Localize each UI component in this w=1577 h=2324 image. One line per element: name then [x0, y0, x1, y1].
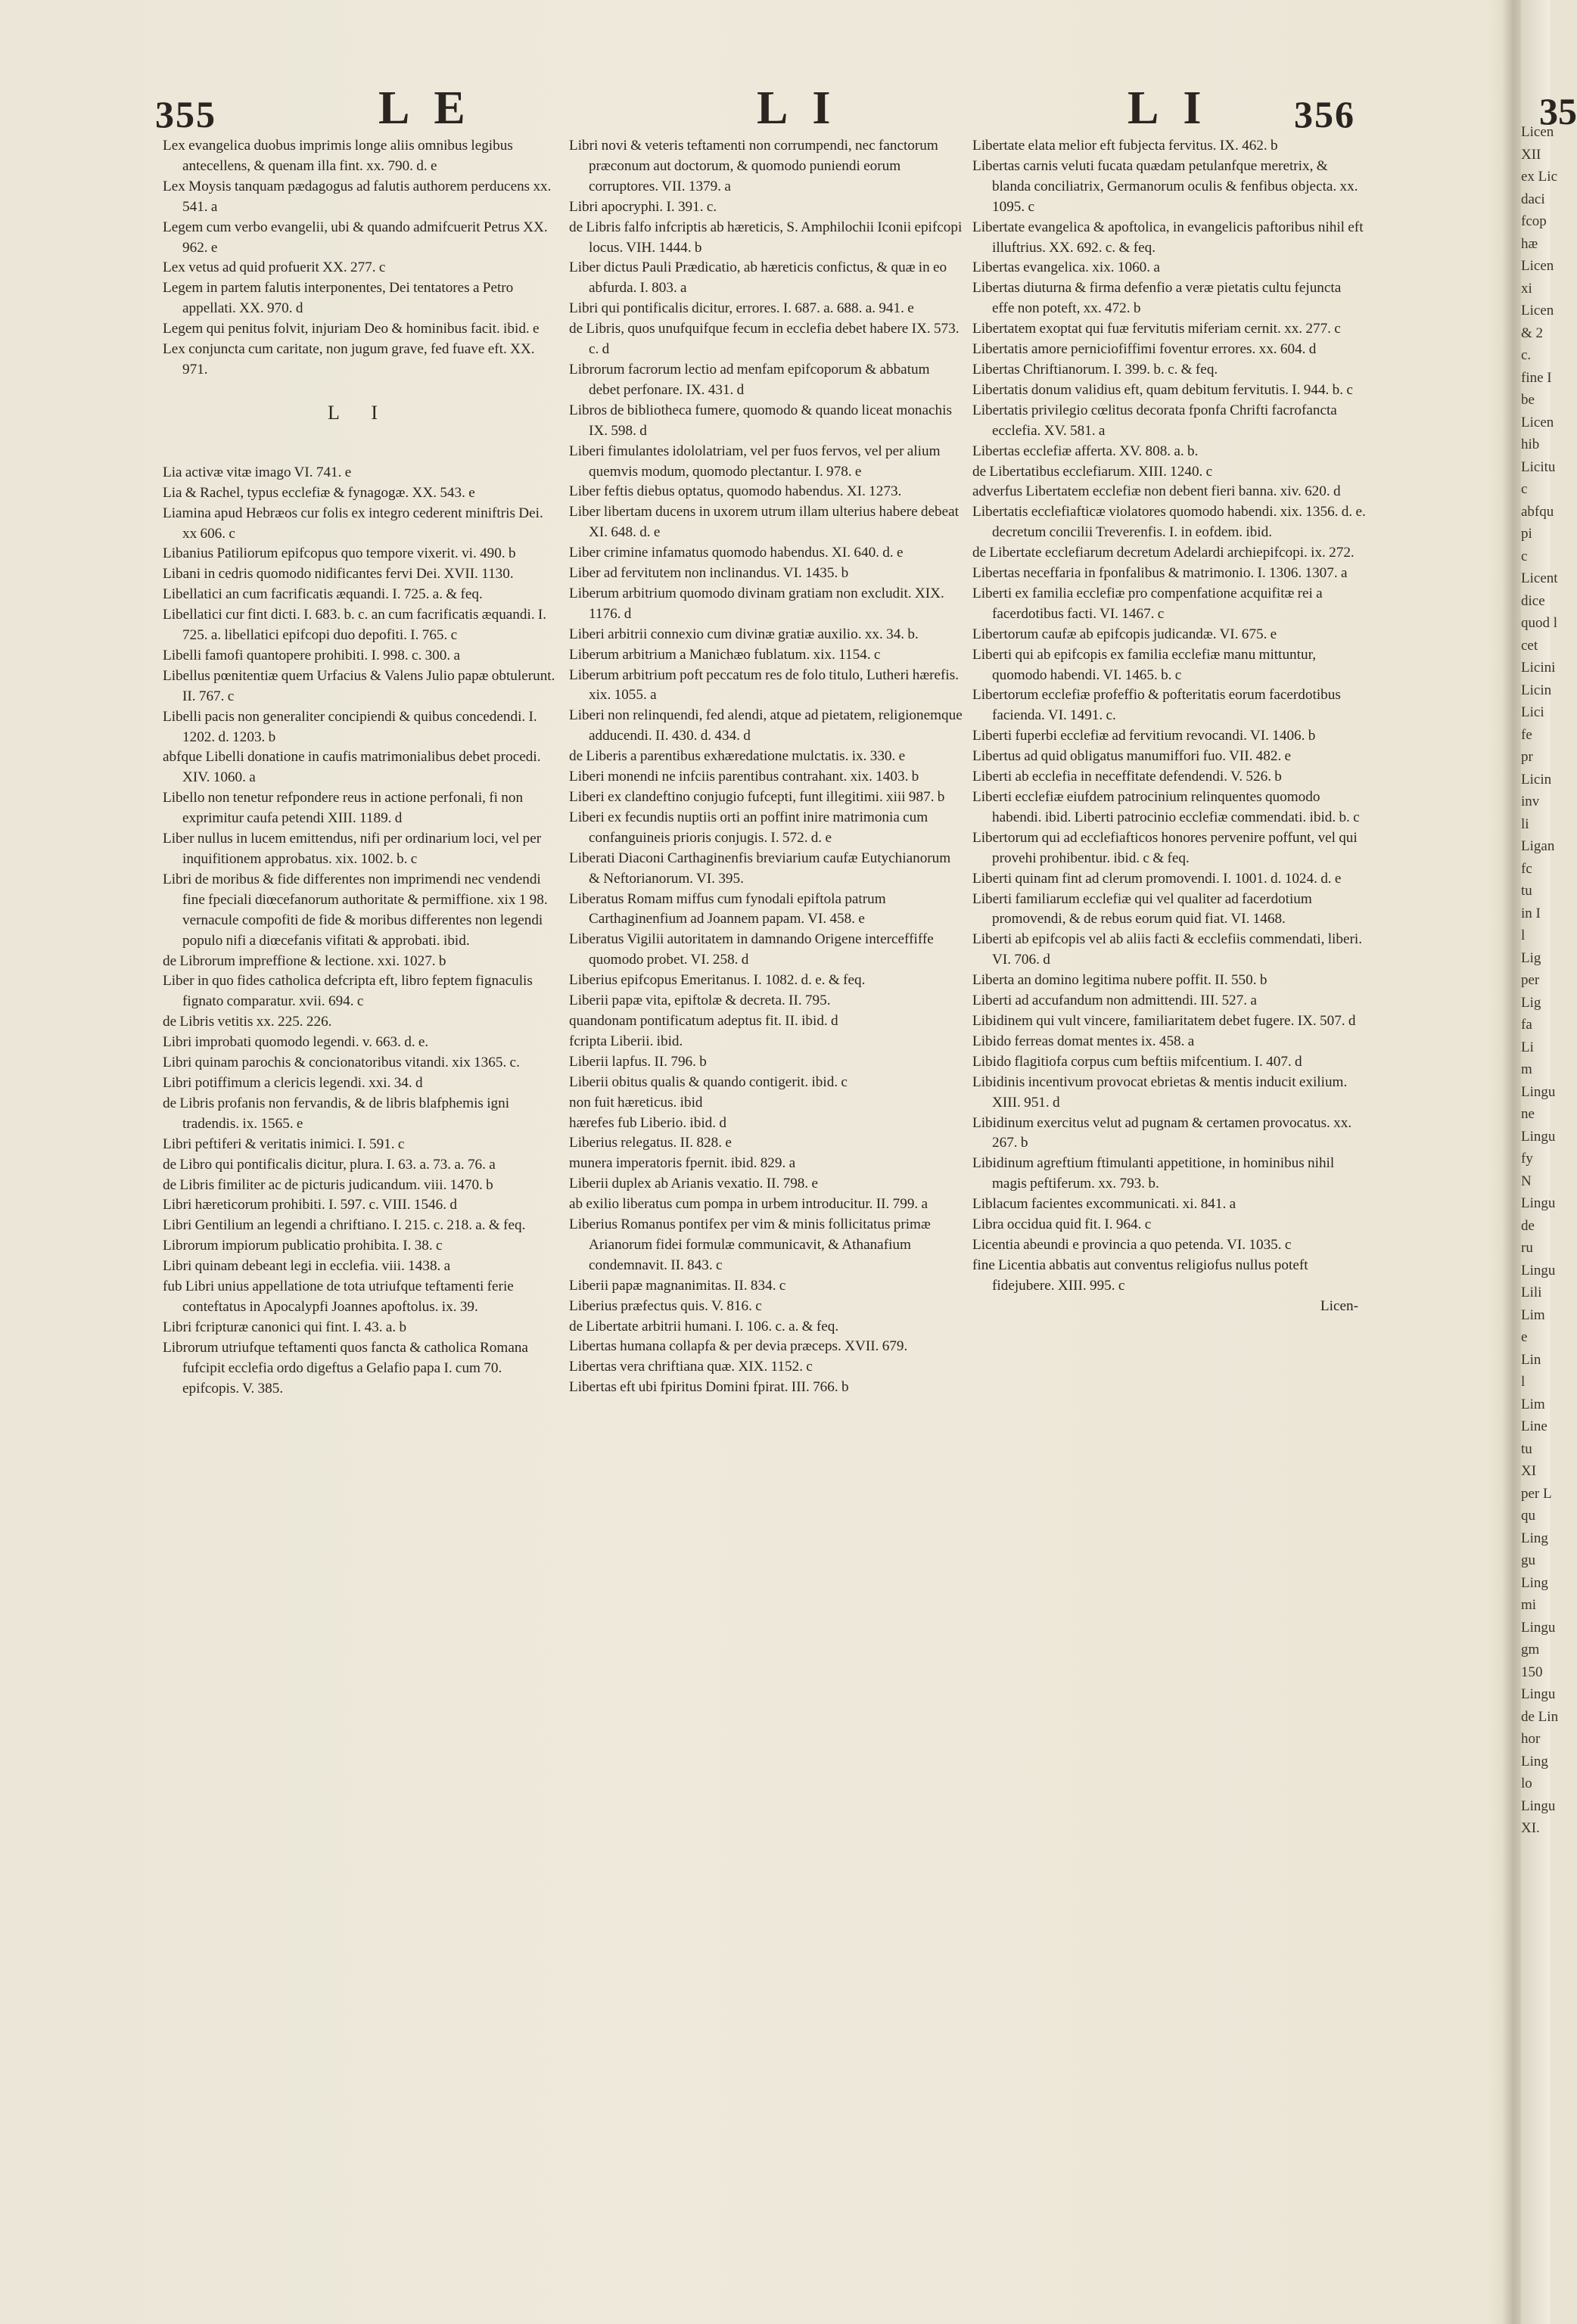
index-entry: Lex conjuncta cum caritate, non jugum grave, fed fuave eft. XX. 971.: [163, 341, 535, 377]
edge-fragment: Lingu: [1521, 1262, 1556, 1279]
page-gutter: [1502, 0, 1521, 2324]
edge-fragment: hor: [1521, 1731, 1541, 1747]
index-entry: Liberii lapfus. II. 796. b: [569, 1053, 707, 1070]
index-entry: Libertate evangelica & apoftolica, in evangelicis paftoribus nihil eft illuftrius. XX. 692. c. & feq.: [972, 219, 1364, 256]
index-entry: Libellus pœnitentiæ quem Urfacius & Valens Julio papæ obtulerunt. II. 767. c: [163, 667, 555, 704]
edge-fragment: daci: [1521, 191, 1545, 207]
index-entry: Liamina apud Hebræos cur folis ex integro cederent miniftris Dei. xx 606. c: [163, 505, 543, 542]
index-entry: de Libris, quos unufquifque fecum in ecclefia debet habere IX. 573. c. d: [569, 321, 960, 358]
index-column-3: [972, 136, 1366, 1317]
edge-fragment: ne: [1521, 1106, 1535, 1122]
edge-fragment: c: [1521, 481, 1528, 497]
index-entry: Legem in partem falutis interponentes, Dei tentatores a Petro appellati. XX. 970. d: [163, 280, 514, 317]
index-entry: de Libris profanis non fervandis, & de libris blafphemis igni tradendis. ix. 1565. e: [163, 1095, 510, 1132]
edge-fragment: tu: [1521, 1440, 1532, 1457]
index-entry: Liberius Romanus pontifex per vim & minis follicitatus primæ Arianorum fidei formulæ communicavit, & Athanafium condemnavit. II. 843. c: [569, 1216, 931, 1273]
index-entry: Liberii duplex ab Arianis vexatio. II. 798. e: [569, 1176, 818, 1192]
edge-fragment: in I: [1521, 905, 1541, 921]
index-entry: Libertatis ecclefiafticæ violatores quomodo habendi. xix. 1356. d. e. decretum concilii Treverenfis. I. in eofdem. ibid.: [972, 504, 1366, 541]
index-entry: Libri novi & veteris teftamenti non corrumpendi, nec fanctorum præconum aut doctorum, & quomodo puniendi eorum corruptores. VII. 1379. a: [569, 138, 938, 194]
index-entry: ab exilio liberatus cum pompa in urbem introducitur. II. 799. a: [569, 1196, 928, 1213]
edge-fragment: XI.: [1521, 1820, 1540, 1836]
index-entry: Liberum arbitrium quomodo divinam gratiam non excludit. XIX. 1176. d: [569, 585, 944, 622]
index-entry: Libertatis donum validius eft, quam debitum fervitutis. I. 944. b. c: [972, 381, 1353, 398]
index-column-2: [569, 136, 963, 1398]
index-entry: Liber feftis diebus optatus, quomodo habendus. XI. 1273.: [569, 483, 902, 500]
index-entry: Libertas diuturna & firma defenfio a veræ pietatis cultu fejuncta effe non poteft, xx. 472. b: [972, 280, 1342, 317]
edge-fragment: hib: [1521, 437, 1540, 452]
edge-fragment: XII: [1521, 146, 1541, 163]
edge-fragment: Licen: [1521, 414, 1554, 430]
edge-fragment: Ling: [1521, 1530, 1548, 1546]
page-number-left: 355: [155, 93, 216, 135]
index-entry: Legem cum verbo evangelii, ubi & quando admifcuerit Petrus XX. 962. e: [163, 219, 548, 256]
index-entry: Libri peftiferi & veritatis inimici. I. 591. c: [163, 1136, 405, 1152]
edge-fragment: lo: [1521, 1776, 1532, 1791]
index-entry: Liber libertam ducens in uxorem utrum illam ulterius habere debeat XI. 648. d. e: [569, 504, 959, 541]
index-entry: Liberta an domino legitima nubere poffit. II. 550. b: [972, 972, 1268, 989]
index-entry: Libri improbati quomodo legendi. v. 663. d. e.: [163, 1034, 429, 1051]
edge-fragment: Lin: [1521, 1351, 1541, 1368]
edge-fragment: de Lin: [1521, 1708, 1559, 1725]
index-entry: Libertus ad quid obligatus manumiffori fuo. VII. 482. e: [972, 748, 1292, 765]
index-entry: munera imperatoris fpernit. ibid. 829. a: [569, 1155, 796, 1172]
index-entry: Libellatici an cum facrificatis æquandi. I. 725. a. & feq.: [163, 586, 483, 603]
index-entry: Libri quinam parochis & concionatoribus vitandi. xix 1365. c.: [163, 1055, 520, 1071]
index-entry: Librorum facrorum lectio ad menfam epifcoporum & abbatum debet perfonare. IX. 431. d: [569, 361, 930, 398]
edge-fragment: fa: [1521, 1017, 1532, 1033]
index-entry: Libidinum exercitus velut ad pugnam & certamen provocatus. xx. 267. b: [972, 1114, 1352, 1151]
edge-fragment: Ling: [1521, 1574, 1548, 1591]
index-entry: Libidinis incentivum provocat ebrietas & mentis inducit exilium. XIII. 951. d: [972, 1073, 1348, 1111]
edge-fragment: ru: [1521, 1240, 1533, 1256]
index-entry: Licentia abeundi e provincia a quo petenda. VI. 1035. c: [972, 1236, 1292, 1253]
running-head-3: L I: [1128, 82, 1209, 134]
index-entry: adverfus Libertatem ecclefiæ non debent fieri banna. xiv. 620. d: [972, 483, 1341, 500]
index-entry: Liberatus Romam miffus cum fynodali epiftola patrum Carthaginenfium ad Joannem papam. VI. 458. e: [569, 890, 886, 927]
index-entry: Liberum arbitrium poft peccatum res de folo titulo, Lutheri hærefis. xix. 1055. a: [569, 666, 960, 704]
edge-fragment: XI: [1521, 1463, 1537, 1479]
index-entry: Liberii obitus qualis & quando contigerit. ibid. c: [569, 1073, 848, 1090]
edge-fragment: l: [1521, 1374, 1526, 1390]
edge-fragment: fine I: [1521, 369, 1552, 386]
index-entry: Liberti ab ecclefia in neceffitate defendendi. V. 526. b: [972, 769, 1282, 785]
edge-fragment: gu: [1521, 1552, 1535, 1568]
edge-fragment: Lingu: [1521, 1797, 1556, 1814]
index-entry: Liber nullus in lucem emittendus, nifi per ordinarium loci, vel per inquifitionem approbatus. xix. 1002. b. c: [163, 831, 542, 867]
index-entry: Libelli pacis non generaliter concipiendi & quibus concedendi. I. 1202. d. 1203. b: [163, 708, 537, 745]
index-entry: Liberti ab epifcopis vel ab aliis facti & ecclefiis commendati, liberi. VI. 706. d: [972, 931, 1363, 968]
index-entry: Libertas neceffaria in fponfalibus & matrimonio. I. 1306. 1307. a: [972, 565, 1348, 582]
index-entry: de Libris vetitis xx. 225. 226.: [163, 1014, 332, 1030]
index-entry: Libri fcripturæ canonici qui fint. I. 43. a. b: [163, 1319, 407, 1335]
index-entry: Libanius Patiliorum epifcopus quo tempore vixerit. vi. 490. b: [163, 545, 516, 562]
index-entry: Liberti familiarum ecclefiæ qui vel qualiter ad facerdotium promovendi, & de rebus eorum quid fiat. VI. 1468.: [972, 890, 1312, 927]
index-entry: Liberti ex familia ecclefiæ pro compenfatione acquifitæ rei a facerdotibus facti. VI. 1467. c: [972, 585, 1323, 622]
index-entry: hærefes fub Liberio. ibid. d: [569, 1114, 726, 1131]
index-entry: Liberti qui ab epifcopis ex familia ecclefiæ manu mittuntur, quomodo habendi. VI. 1465. b. c: [972, 646, 1316, 683]
index-entry: Liberi non relinquendi, fed alendi, atque ad pietatem, religionemque adducendi. II. 430. d. 434. d: [569, 707, 963, 744]
index-entry: Liber crimine infamatus quomodo habendus. XI. 640. d. e: [569, 545, 904, 561]
index-entry: abfque Libelli donatione in caufis matrimonialibus debet procedi. XIV. 1060. a: [163, 749, 541, 786]
index-entry: Liberi fimulantes idololatriam, vel per fuos fervos, vel per alium quemvis modum, quomodo plectantur. I. 978. e: [569, 443, 941, 480]
edge-fragment: c: [1521, 548, 1528, 564]
index-entry: Liberti ad accufandum non admittendi. III. 527. a: [972, 993, 1257, 1009]
index-column-1: [163, 136, 556, 1399]
edge-fragment: Licen: [1521, 258, 1554, 274]
index-entry: de Libris falfo infcriptis ab hæreticis, S. Amphilochii Iconii epifcopi locus. VIH. 1444. b: [569, 219, 963, 256]
index-entry: Libri hæreticorum prohibiti. I. 597. c. VIII. 1546. d: [163, 1197, 457, 1213]
index-entry: Liberatus Vigilii autoritatem in damnando Origene interceffiffe quomodo probet. VI. 258. d: [569, 931, 934, 968]
index-entry: Libello non tenetur refpondere reus in actione perfonali, fi non exprimitur caufa petendi XIII. 1189. d: [163, 790, 524, 827]
edge-fragment: Lig: [1521, 949, 1541, 966]
edge-fragment: fc: [1521, 860, 1532, 877]
index-entry: Liberti ecclefiæ eiufdem patrocinium relinquentes quomodo habendi. ibid. Liberti patrocinio ecclefiæ commendati. ibid. b. c: [972, 789, 1360, 825]
edge-fragment: per: [1521, 972, 1540, 988]
index-entry: de Libertate ecclefiarum decretum Adelardi archiepifcopi. ix. 272.: [972, 545, 1355, 561]
edge-fragment: Lingu: [1521, 1128, 1556, 1145]
running-head-2: L I: [757, 82, 838, 134]
edge-fragment: mi: [1521, 1597, 1537, 1613]
index-entry: non fuit hæreticus. ibid: [569, 1094, 703, 1111]
index-entry: Liberii papæ magnanimitas. II. 834. c: [569, 1277, 786, 1294]
edge-fragment: fcop: [1521, 213, 1547, 229]
index-entry: de Libertatibus ecclefiarum. XIII. 1240. c: [972, 463, 1213, 480]
edge-fragment: c.: [1521, 347, 1532, 363]
edge-fragment: Lili: [1521, 1285, 1542, 1300]
edge-fragment: Licin: [1521, 682, 1552, 698]
edge-fragment: e: [1521, 1329, 1528, 1345]
edge-fragment: Lig: [1521, 994, 1541, 1011]
index-entry: Libertas Chriftianorum. I. 399. b. c. & feq.: [972, 361, 1218, 377]
edge-fragment: de: [1521, 1217, 1535, 1234]
index-entry: Libri qui pontificalis dicitur, errores. I. 687. a. 688. a. 941. e: [569, 300, 914, 317]
index-entry: de Libertate arbitrii humani. I. 106. c. a. & feq.: [569, 1318, 839, 1334]
edge-fragment: 150: [1521, 1664, 1543, 1680]
edge-fragment: Ligan: [1521, 838, 1555, 854]
index-entry: de Libro qui pontificalis dicitur, plura. I. 63. a. 73. a. 76. a: [163, 1156, 496, 1173]
edge-fragment: tu: [1521, 883, 1532, 899]
index-entry: quandonam pontificatum adeptus fit. II. ibid. d: [569, 1012, 838, 1029]
index-entry: fine Licentia abbatis aut conventus religiofus nullus poteft fidejubere. XIII. 995. c: [972, 1257, 1308, 1294]
page-header: [0, 76, 1577, 136]
index-entry: Liberius epifcopus Emeritanus. I. 1082. d. e. & feq.: [569, 972, 866, 989]
edge-fragment: pr: [1521, 749, 1533, 765]
index-entry: Libertas evangelica. xix. 1060. a: [972, 259, 1160, 276]
index-entry: Libertatis privilegio cœlitus decorata fponfa Chrifti facrofancta ecclefia. XV. 581. a: [972, 402, 1337, 439]
edge-fragment: Licin: [1521, 771, 1552, 788]
edge-fragment: Licent: [1521, 570, 1558, 586]
edge-fragment: ex Lic: [1521, 169, 1558, 185]
index-entry: Liberati Diaconi Carthaginenfis breviarium caufæ Eutychianorum & Neftorianorum. VI. 395.: [569, 850, 951, 887]
index-entry: Librorum utriufque teftamenti quos fancta & catholica Romana fufcipit ecclefia ordo digeftus a Gelafio papa I. cum 70. epifcopis. V. 385.: [163, 1339, 528, 1397]
edge-fragment: fe: [1521, 726, 1532, 743]
index-entry: Libri quinam debeant legi in ecclefia. viii. 1438. a: [163, 1258, 451, 1275]
index-entry: Lex evangelica duobus imprimis longe aliis omnibus legibus antecellens, & quenam illa fint. xx. 790. d. e: [163, 138, 513, 174]
edge-fragment: abfqu: [1521, 503, 1554, 520]
edge-fragment: dice: [1521, 592, 1545, 609]
index-entry: Libani in cedris quomodo nidificantes fervi Dei. XVII. 1130.: [163, 566, 514, 583]
section-heading: L I: [327, 401, 392, 424]
edge-fragment: Licitu: [1521, 458, 1556, 475]
edge-fragment: N: [1521, 1173, 1532, 1189]
edge-fragment: Licen: [1521, 303, 1554, 318]
index-entry: Libertas carnis veluti fucata quædam petulanfque meretrix, & blanda conciliatrix, Germanorum oculis & fenfibus objecta. xx. 1095. c: [972, 157, 1358, 215]
edge-fragment: Lici: [1521, 704, 1544, 720]
index-entry: Libertas vera chriftiana quæ. XIX. 1152. c: [569, 1359, 813, 1375]
index-entry: Libertas humana collapfa & per devia præceps. XVII. 679.: [569, 1338, 908, 1355]
index-entry: Liberi arbitrii connexio cum divinæ gratiæ auxilio. xx. 34. b.: [569, 626, 919, 642]
index-entry: de Libris fimiliter ac de picturis judicandum. viii. 1470. b: [163, 1176, 493, 1193]
edge-fragment: be: [1521, 392, 1535, 408]
index-entry: Lex Moysis tanquam pædagogus ad falutis authorem perducens xx. 541. a: [163, 178, 552, 215]
next-page-number-edge: 35: [1539, 90, 1577, 132]
edge-fragment: hæ: [1521, 235, 1538, 252]
edge-fragment: Li: [1521, 1039, 1534, 1055]
index-entry: Libri Gentilium an legendi a chriftiano. I. 215. c. 218. a. & feq.: [163, 1217, 526, 1234]
edge-fragment: cet: [1521, 637, 1538, 654]
index-entry: Libri potiffimum a clericis legendi. xxi. 34. d: [163, 1074, 423, 1091]
index-entry: Lia activæ vitæ imago VI. 741. e: [163, 464, 352, 480]
edge-fragment: Ling: [1521, 1753, 1548, 1769]
index-entry: Lia & Rachel, typus ecclefiæ & fynagogæ. XX. 543. e: [163, 484, 475, 501]
edge-fragment: gm: [1521, 1642, 1540, 1658]
index-entry: Liberi monendi ne infciis parentibus contrahant. xix. 1403. b: [569, 769, 919, 785]
index-entry: Libri de moribus & fide differentes non imprimendi nec vendendi fine fpeciali diœcefanorum authoritate & permiffione. xix 1 98. vernacule compofiti de fide & moribus differentes non legendi populo nifi a diœcefanis vifitati & approbati. ibid.: [163, 871, 548, 949]
index-entry: Libertate elata melior eft fubjecta fervitus. IX. 462. b: [972, 138, 1278, 154]
index-entry: Libros de bibliotheca fumere, quomodo & quando liceat monachis IX. 598. d: [569, 402, 952, 439]
index-entry: Liberti fuperbi ecclefiæ ad fervitium revocandi. VI. 1406. b: [972, 728, 1316, 744]
edge-fragment: xi: [1521, 280, 1532, 297]
index-entry: Libertorum ecclefiæ profeffio & pofteritatis eorum facerdotibus facienda. VI. 1491. c.: [972, 687, 1341, 724]
page-number-right: 356: [1294, 93, 1355, 135]
edge-fragment: Lingu: [1521, 1619, 1556, 1636]
index-entry: Liblacum facientes excommunicati. xi. 841. a: [972, 1196, 1236, 1213]
index-entry: Libertorum qui ad ecclefiafticos honores pervenire poffunt, vel qui provehi prohibentur. ibid. c & feq.: [972, 829, 1358, 866]
edge-fragment: Lingu: [1521, 1195, 1556, 1211]
index-entry: Liber in quo fides catholica defcripta eft, libro feptem fignaculis fignato comparatur. xvii. 694. c: [163, 973, 533, 1010]
edge-fragment: per L: [1521, 1485, 1552, 1502]
index-entry: Liberi ex clandeftino conjugio fufcepti, funt illegitimi. xiii 987. b: [569, 789, 945, 805]
edge-fragment: li: [1521, 816, 1529, 832]
edge-fragment: Licini: [1521, 660, 1556, 676]
edge-fragment: Lim: [1521, 1306, 1545, 1323]
index-entry: Libido ferreas domat mentes ix. 458. a: [972, 1033, 1195, 1049]
edge-fragment: pi: [1521, 526, 1532, 542]
edge-fragment: fy: [1521, 1151, 1533, 1167]
index-entry: Liberius relegatus. II. 828. e: [569, 1135, 732, 1151]
index-entry: Libri apocryphi. I. 391. c.: [569, 198, 717, 215]
index-entry: Libra occidua quid fit. I. 964. c: [972, 1216, 1152, 1233]
edge-fragment: inv: [1521, 794, 1540, 809]
index-entry: Libertas eft ubi fpiritus Domini fpirat. III. 766. b: [569, 1379, 849, 1396]
edge-fragment: quod l: [1521, 615, 1558, 631]
index-entry: Libertorum caufæ ab epifcopis judicandæ. VI. 675. e: [972, 626, 1277, 642]
index-entry: fub Libri unius appellatione de tota utriufque teftamenti ferie conteftatus in Apocalypfi Joannes apoftolus. ix. 39.: [163, 1279, 514, 1315]
index-entry: Liberum arbitrium a Manichæo fublatum. xix. 1154. c: [569, 646, 881, 663]
edge-fragment: Lim: [1521, 1396, 1545, 1412]
index-entry: Libertas ecclefiæ afferta. XV. 808. a. b.: [972, 443, 1199, 459]
edge-fragment: Licen: [1521, 124, 1554, 140]
edge-fragment: Lingu: [1521, 1686, 1556, 1702]
index-entry: Liberti quinam fint ad clerum promovendi. I. 1001. d. 1024. d. e: [972, 870, 1342, 887]
index-entry: Libellatici cur fint dicti. I. 683. b. c. an cum facrificatis æquandi. I. 725. a. libellatici epifcopi duo depofiti. I. 765. c: [163, 607, 547, 644]
index-entry: Liber ad fervitutem non inclinandus. VI. 1435. b: [569, 565, 849, 582]
index-entry: Liberii papæ vita, epiftolæ & decreta. II. 795.: [569, 993, 831, 1009]
index-entry: de Liberis a parentibus exhæredatione mulctatis. ix. 330. e: [569, 748, 906, 765]
index-entry: Legem qui penitus folvit, injuriam Deo & hominibus facit. ibid. e: [163, 321, 540, 337]
edge-fragment: m: [1521, 1061, 1532, 1077]
catchword: Licen-: [1320, 1297, 1358, 1314]
edge-fragment: l: [1521, 927, 1526, 943]
next-page-edge-fragments: [1521, 121, 1566, 1840]
index-entry: Libertatem exoptat qui fuæ fervitutis miferiam cernit. xx. 277. c: [972, 321, 1341, 337]
edge-fragment: qu: [1521, 1508, 1535, 1524]
index-entry: Libidinum agreftium ftimulanti appetitione, in hominibus nihil magis peftiferum. xx. 793. b.: [972, 1155, 1335, 1192]
edge-fragment: Line: [1521, 1418, 1547, 1434]
index-entry: Liberius præfectus quis. V. 816. c: [569, 1297, 762, 1314]
index-entry: Liberi ex fecundis nuptiis orti an poffint inire matrimonia cum confanguineis prioris conjugis. I. 572. d. e: [569, 809, 928, 846]
running-head-1: L E: [378, 82, 473, 134]
index-entry: de Librorum impreffione & lectione. xxi. 1027. b: [163, 952, 446, 969]
index-entry: Libelli famofi quantopere prohibiti. I. 998. c. 300. a: [163, 647, 460, 663]
index-entry: Libidinem qui vult vincere, familiaritatem debet fugere. IX. 507. d: [972, 1012, 1356, 1029]
edge-fragment: & 2: [1521, 325, 1544, 341]
index-entry: Librorum impiorum publicatio prohibita. I. 38. c: [163, 1238, 443, 1254]
index-entry: fcripta Liberii. ibid.: [569, 1033, 683, 1049]
index-entry: Libertatis amore perniciofiffimi foventur errores. xx. 604. d: [972, 341, 1317, 358]
index-entry: Lex vetus ad quid profuerit XX. 277. c: [163, 259, 386, 276]
index-entry: Liber dictus Pauli Prædicatio, ab hæreticis confictus, & quæ in eo abfurda. I. 803. a: [569, 259, 947, 297]
edge-fragment: Lingu: [1521, 1083, 1556, 1100]
index-entry: Libido flagitiofa corpus cum beftiis mifcentium. I. 407. d: [972, 1053, 1302, 1070]
